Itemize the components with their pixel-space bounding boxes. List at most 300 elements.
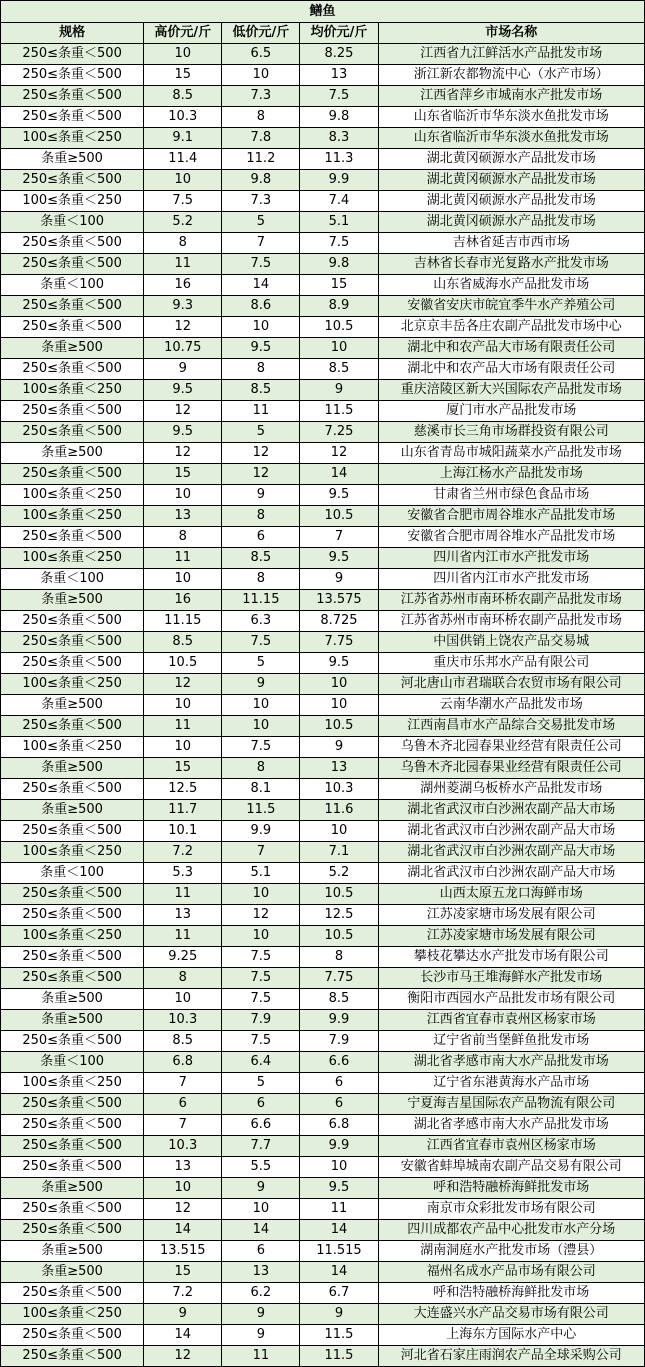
- cell-market-name: 攀枝花攀达水产批发市场有限公司: [378, 947, 644, 968]
- cell-market-name: 中国供销上饶农产品交易城: [378, 632, 644, 653]
- table-row: [1, 989, 645, 1010]
- cell-market-name: 安徽省合肥市周谷堆水产品批发市场: [378, 527, 644, 548]
- cell-low-price: 5.1: [222, 863, 300, 884]
- cell-avg-price: 15: [300, 275, 378, 296]
- header-market-name: 市场名称: [378, 23, 644, 44]
- cell-low-price: 12: [222, 464, 300, 485]
- cell-avg-price: 7.25: [300, 422, 378, 443]
- cell-avg-price: 10: [300, 821, 378, 842]
- cell-high-price: 12: [144, 1199, 222, 1220]
- cell-high-price: 7: [144, 1073, 222, 1094]
- cell-low-price: 7.5: [222, 1031, 300, 1052]
- cell-low-price: 10: [222, 884, 300, 905]
- cell-market-name: 四川成都农产品中心批发市水产分场: [378, 1220, 644, 1241]
- cell-low-price: 7.8: [222, 128, 300, 149]
- cell-low-price: 11.2: [222, 149, 300, 170]
- table-row: [1, 44, 645, 65]
- cell-low-price: 7.5: [222, 737, 300, 758]
- cell-high-price: 16: [144, 590, 222, 611]
- cell-market-name: 山西太原五龙口海鲜市场: [378, 884, 644, 905]
- cell-low-price: 9: [222, 1325, 300, 1346]
- cell-low-price: 12: [222, 443, 300, 464]
- cell-low-price: 12: [222, 905, 300, 926]
- cell-high-price: 10.3: [144, 1136, 222, 1157]
- cell-market-name: 上海东方国际水产中心: [378, 1325, 644, 1346]
- cell-avg-price: 11.6: [300, 800, 378, 821]
- cell-spec: 100≤条重＜250: [1, 506, 144, 527]
- cell-avg-price: 14: [300, 464, 378, 485]
- cell-spec: 100≤条重＜250: [1, 548, 144, 569]
- cell-low-price: 7.9: [222, 1010, 300, 1031]
- table-row: [1, 1304, 645, 1325]
- cell-avg-price: 10.3: [300, 779, 378, 800]
- cell-market-name: 山东省临沂市华东淡水鱼批发市场: [378, 107, 644, 128]
- cell-high-price: 13: [144, 506, 222, 527]
- cell-market-name: 江苏凌家塘市场发展有限公司: [378, 905, 644, 926]
- table-body: [1, 44, 645, 1367]
- cell-high-price: 12.5: [144, 779, 222, 800]
- cell-market-name: 江苏省苏州市南环桥农副产品批发市场: [378, 611, 644, 632]
- cell-high-price: 8.5: [144, 86, 222, 107]
- table-row: [1, 1052, 645, 1073]
- cell-low-price: 11.15: [222, 590, 300, 611]
- cell-high-price: 7.2: [144, 842, 222, 863]
- cell-low-price: 6: [222, 1241, 300, 1262]
- header-spec: 规格: [1, 23, 144, 44]
- cell-avg-price: 7.75: [300, 968, 378, 989]
- cell-low-price: 7.5: [222, 968, 300, 989]
- cell-low-price: 9.8: [222, 170, 300, 191]
- cell-high-price: 11.7: [144, 800, 222, 821]
- table-row: [1, 401, 645, 422]
- cell-spec: 条重≥500: [1, 443, 144, 464]
- header-row: [1, 23, 645, 44]
- cell-high-price: 8: [144, 527, 222, 548]
- cell-spec: 250≤条重＜500: [1, 527, 144, 548]
- cell-market-name: 湖北黄冈硕源水产品批发市场: [378, 191, 644, 212]
- cell-spec: 250≤条重＜500: [1, 947, 144, 968]
- cell-low-price: 10: [222, 716, 300, 737]
- cell-low-price: 14: [222, 1220, 300, 1241]
- cell-avg-price: 11: [300, 1199, 378, 1220]
- table-row: [1, 128, 645, 149]
- cell-avg-price: 14: [300, 1220, 378, 1241]
- cell-high-price: 11.15: [144, 611, 222, 632]
- cell-spec: 250≤条重＜500: [1, 968, 144, 989]
- cell-high-price: 13: [144, 1157, 222, 1178]
- cell-avg-price: 6.8: [300, 1115, 378, 1136]
- cell-low-price: 6.3: [222, 611, 300, 632]
- cell-low-price: 10: [222, 65, 300, 86]
- cell-spec: 100≤条重＜250: [1, 485, 144, 506]
- cell-avg-price: 10: [300, 674, 378, 695]
- table-row: [1, 1094, 645, 1115]
- cell-spec: 250≤条重＜500: [1, 611, 144, 632]
- cell-market-name: 湖北中和农产品大市场有限责任公司: [378, 338, 644, 359]
- cell-avg-price: 10.5: [300, 716, 378, 737]
- cell-low-price: 5: [222, 422, 300, 443]
- cell-spec: 100≤条重＜250: [1, 926, 144, 947]
- cell-low-price: 5.5: [222, 1157, 300, 1178]
- cell-spec: 250≤条重＜500: [1, 779, 144, 800]
- cell-low-price: 11: [222, 401, 300, 422]
- cell-low-price: 7: [222, 233, 300, 254]
- cell-low-price: 8.5: [222, 380, 300, 401]
- cell-avg-price: 5.2: [300, 863, 378, 884]
- cell-avg-price: 7.9: [300, 1031, 378, 1052]
- cell-spec: 条重≥500: [1, 590, 144, 611]
- cell-high-price: 10: [144, 569, 222, 590]
- cell-market-name: 山东省青岛市城阳蔬菜水产品批发市场: [378, 443, 644, 464]
- cell-spec: 250≤条重＜500: [1, 1136, 144, 1157]
- cell-spec: 100≤条重＜250: [1, 842, 144, 863]
- cell-spec: 250≤条重＜500: [1, 1346, 144, 1367]
- cell-high-price: 12: [144, 443, 222, 464]
- table-row: [1, 359, 645, 380]
- cell-high-price: 9.3: [144, 296, 222, 317]
- cell-spec: 100≤条重＜250: [1, 191, 144, 212]
- table-row: [1, 212, 645, 233]
- cell-market-name: 四川省内江市水产批发市场: [378, 548, 644, 569]
- cell-avg-price: 9.5: [300, 485, 378, 506]
- cell-high-price: 10: [144, 737, 222, 758]
- cell-spec: 250≤条重＜500: [1, 401, 144, 422]
- table-row: [1, 1136, 645, 1157]
- cell-market-name: 江西省宜春市袁州区杨家市场: [378, 1136, 644, 1157]
- cell-low-price: 9.9: [222, 821, 300, 842]
- cell-market-name: 南京市众彩批发市场有限公司: [378, 1199, 644, 1220]
- cell-spec: 条重＜100: [1, 212, 144, 233]
- cell-high-price: 10.5: [144, 653, 222, 674]
- table-row: [1, 107, 645, 128]
- cell-high-price: 16: [144, 275, 222, 296]
- cell-avg-price: 8.725: [300, 611, 378, 632]
- cell-market-name: 湖北省武汉市白沙洲农副产品大市场: [378, 821, 644, 842]
- cell-high-price: 10: [144, 1178, 222, 1199]
- cell-high-price: 9: [144, 359, 222, 380]
- table-row: [1, 653, 645, 674]
- table-row: [1, 1346, 645, 1367]
- table-row: [1, 695, 645, 716]
- cell-high-price: 11: [144, 716, 222, 737]
- cell-high-price: 11: [144, 926, 222, 947]
- cell-low-price: 6.5: [222, 44, 300, 65]
- cell-high-price: 10.3: [144, 107, 222, 128]
- cell-market-name: 乌鲁木齐北园春果业经营有限责任公司: [378, 758, 644, 779]
- table-row: [1, 1241, 645, 1262]
- cell-market-name: 吉林省延吉市西市场: [378, 233, 644, 254]
- cell-avg-price: 9.8: [300, 254, 378, 275]
- cell-market-name: 重庆涪陵区新大兴国际农产品批发市场: [378, 380, 644, 401]
- cell-market-name: 河北唐山市君瑞联合农贸市场有限公司: [378, 674, 644, 695]
- table-row: [1, 821, 645, 842]
- cell-spec: 条重＜100: [1, 275, 144, 296]
- table-row: [1, 1178, 645, 1199]
- cell-market-name: 乌鲁木齐北园春果业经营有限责任公司: [378, 737, 644, 758]
- cell-avg-price: 11.515: [300, 1241, 378, 1262]
- cell-market-name: 湖北黄冈硕源水产品批发市场: [378, 170, 644, 191]
- cell-high-price: 11: [144, 254, 222, 275]
- table-row: [1, 569, 645, 590]
- cell-market-name: 辽宁省东港黄海水产品市场: [378, 1073, 644, 1094]
- cell-high-price: 12: [144, 401, 222, 422]
- table-row: [1, 506, 645, 527]
- cell-low-price: 9.5: [222, 338, 300, 359]
- cell-spec: 250≤条重＜500: [1, 107, 144, 128]
- cell-market-name: 安徽省蚌埠城南农副产品交易有限公司: [378, 1157, 644, 1178]
- cell-high-price: 7.5: [144, 191, 222, 212]
- cell-high-price: 10.1: [144, 821, 222, 842]
- cell-avg-price: 8.25: [300, 44, 378, 65]
- cell-low-price: 5: [222, 653, 300, 674]
- cell-avg-price: 10.5: [300, 884, 378, 905]
- table-title: 鳝鱼: [1, 1, 645, 23]
- cell-spec: 条重≥500: [1, 1010, 144, 1031]
- cell-avg-price: 10.5: [300, 317, 378, 338]
- cell-low-price: 13: [222, 1262, 300, 1283]
- cell-avg-price: 6.7: [300, 1283, 378, 1304]
- cell-market-name: 衡阳市西园水产品批发市场有限公司: [378, 989, 644, 1010]
- cell-high-price: 5.3: [144, 863, 222, 884]
- table-row: [1, 947, 645, 968]
- cell-high-price: 7.2: [144, 1283, 222, 1304]
- cell-spec: 条重≥500: [1, 695, 144, 716]
- table-row: [1, 590, 645, 611]
- cell-market-name: 重庆市乐邦水产品有限公司: [378, 653, 644, 674]
- table-row: [1, 674, 645, 695]
- cell-low-price: 8: [222, 107, 300, 128]
- table-row: [1, 716, 645, 737]
- table-row: [1, 233, 645, 254]
- cell-low-price: 6.4: [222, 1052, 300, 1073]
- cell-high-price: 10: [144, 44, 222, 65]
- cell-high-price: 9.25: [144, 947, 222, 968]
- table-row: [1, 149, 645, 170]
- cell-avg-price: 9: [300, 380, 378, 401]
- cell-market-name: 湖北省武汉市白沙洲农副产品大市场: [378, 800, 644, 821]
- cell-avg-price: 9.9: [300, 1010, 378, 1031]
- table-row: [1, 905, 645, 926]
- table-row: [1, 65, 645, 86]
- table-row: [1, 527, 645, 548]
- cell-low-price: 11.5: [222, 800, 300, 821]
- cell-spec: 250≤条重＜500: [1, 254, 144, 275]
- cell-spec: 100≤条重＜250: [1, 380, 144, 401]
- cell-high-price: 8: [144, 968, 222, 989]
- cell-avg-price: 7.4: [300, 191, 378, 212]
- cell-high-price: 10: [144, 695, 222, 716]
- cell-market-name: 河北省石家庄雨润农产品全球采购公司: [378, 1346, 644, 1367]
- cell-low-price: 10: [222, 317, 300, 338]
- cell-market-name: 湖北黄冈硕源水产品批发市场: [378, 212, 644, 233]
- cell-high-price: 9.5: [144, 422, 222, 443]
- cell-low-price: 7.3: [222, 191, 300, 212]
- cell-avg-price: 12.5: [300, 905, 378, 926]
- cell-low-price: 8: [222, 359, 300, 380]
- cell-spec: 250≤条重＜500: [1, 1031, 144, 1052]
- cell-avg-price: 10: [300, 1157, 378, 1178]
- cell-market-name: 慈溪市长三角市场群投资有限公司: [378, 422, 644, 443]
- cell-high-price: 12: [144, 674, 222, 695]
- cell-low-price: 5: [222, 212, 300, 233]
- cell-market-name: 湖北省武汉市白沙洲农副产品大市场: [378, 863, 644, 884]
- cell-market-name: 湖北黄冈硕源水产品批发市场: [378, 149, 644, 170]
- table-row: [1, 611, 645, 632]
- cell-spec: 条重≥500: [1, 1178, 144, 1199]
- cell-spec: 250≤条重＜500: [1, 359, 144, 380]
- cell-avg-price: 9.5: [300, 548, 378, 569]
- cell-spec: 条重＜100: [1, 1052, 144, 1073]
- table-row: [1, 1157, 645, 1178]
- cell-low-price: 8: [222, 569, 300, 590]
- cell-high-price: 11: [144, 884, 222, 905]
- cell-avg-price: 9.9: [300, 170, 378, 191]
- cell-spec: 100≤条重＜250: [1, 674, 144, 695]
- cell-spec: 250≤条重＜500: [1, 884, 144, 905]
- cell-low-price: 8: [222, 506, 300, 527]
- cell-avg-price: 12: [300, 443, 378, 464]
- header-low-price: 低价元/斤: [222, 23, 300, 44]
- table-row: [1, 842, 645, 863]
- cell-spec: 250≤条重＜500: [1, 65, 144, 86]
- cell-market-name: 呼和浩特融桥海鲜批发市场: [378, 1178, 644, 1199]
- table-row: [1, 338, 645, 359]
- cell-market-name: 甘肃省兰州市绿色食品市场: [378, 485, 644, 506]
- cell-market-name: 江西南昌市水产品综合交易批发市场: [378, 716, 644, 737]
- table-row: [1, 191, 645, 212]
- cell-low-price: 8.1: [222, 779, 300, 800]
- cell-high-price: 10.75: [144, 338, 222, 359]
- cell-high-price: 8.5: [144, 1031, 222, 1052]
- cell-avg-price: 11.5: [300, 1325, 378, 1346]
- cell-avg-price: 7.75: [300, 632, 378, 653]
- cell-high-price: 9: [144, 1304, 222, 1325]
- cell-spec: 250≤条重＜500: [1, 1199, 144, 1220]
- table-row: [1, 317, 645, 338]
- cell-low-price: 9: [222, 674, 300, 695]
- cell-avg-price: 7.5: [300, 86, 378, 107]
- cell-low-price: 7.5: [222, 632, 300, 653]
- cell-avg-price: 9.5: [300, 653, 378, 674]
- table-row: [1, 1199, 645, 1220]
- cell-low-price: 9: [222, 1304, 300, 1325]
- table-row: [1, 86, 645, 107]
- cell-market-name: 湖北省孝感市南大水产品批发市场: [378, 1115, 644, 1136]
- cell-high-price: 8.5: [144, 632, 222, 653]
- table-row: [1, 863, 645, 884]
- cell-spec: 250≤条重＜500: [1, 653, 144, 674]
- table-row: [1, 443, 645, 464]
- cell-low-price: 5: [222, 1073, 300, 1094]
- cell-market-name: 湖北省孝感市南大水产品批发市场: [378, 1052, 644, 1073]
- cell-spec: 250≤条重＜500: [1, 1094, 144, 1115]
- cell-market-name: 江西省九江鲜活水产品批发市场: [378, 44, 644, 65]
- cell-market-name: 山东省临沂市华东淡水鱼批发市场: [378, 128, 644, 149]
- cell-market-name: 上海江杨水产品批发市场: [378, 464, 644, 485]
- table-row: [1, 1220, 645, 1241]
- cell-spec: 250≤条重＜500: [1, 905, 144, 926]
- cell-high-price: 15: [144, 1262, 222, 1283]
- table-row: [1, 485, 645, 506]
- cell-spec: 100≤条重＜250: [1, 1073, 144, 1094]
- table-row: [1, 1283, 645, 1304]
- cell-market-name: 安徽省合肥市周谷堆水产品批发市场: [378, 506, 644, 527]
- cell-avg-price: 11.3: [300, 149, 378, 170]
- cell-avg-price: 6.6: [300, 1052, 378, 1073]
- cell-market-name: 江西省宜春市袁州区杨家市场: [378, 1010, 644, 1031]
- title-row: [1, 1, 645, 23]
- table-row: [1, 1073, 645, 1094]
- cell-high-price: 15: [144, 758, 222, 779]
- cell-spec: 条重＜100: [1, 569, 144, 590]
- cell-spec: 250≤条重＜500: [1, 716, 144, 737]
- table-row: [1, 254, 645, 275]
- cell-avg-price: 11.5: [300, 1346, 378, 1367]
- cell-avg-price: 6: [300, 1094, 378, 1115]
- cell-avg-price: 9.9: [300, 1136, 378, 1157]
- cell-high-price: 7: [144, 1115, 222, 1136]
- cell-market-name: 吉林省长春市光复路水产批发市场: [378, 254, 644, 275]
- cell-high-price: 14: [144, 1325, 222, 1346]
- cell-high-price: 15: [144, 65, 222, 86]
- cell-spec: 250≤条重＜500: [1, 317, 144, 338]
- table-row: [1, 380, 645, 401]
- cell-low-price: 9: [222, 485, 300, 506]
- cell-avg-price: 7.1: [300, 842, 378, 863]
- cell-market-name: 江苏凌家塘市场发展有限公司: [378, 926, 644, 947]
- cell-spec: 条重≥500: [1, 989, 144, 1010]
- table-row: [1, 779, 645, 800]
- table-row: [1, 632, 645, 653]
- cell-low-price: 11: [222, 1346, 300, 1367]
- table-row: [1, 1031, 645, 1052]
- cell-high-price: 10: [144, 170, 222, 191]
- cell-spec: 100≤条重＜250: [1, 128, 144, 149]
- cell-spec: 条重≥500: [1, 1262, 144, 1283]
- cell-spec: 250≤条重＜500: [1, 1220, 144, 1241]
- cell-market-name: 湖北中和农产品大市场有限责任公司: [378, 359, 644, 380]
- cell-spec: 250≤条重＜500: [1, 296, 144, 317]
- cell-spec: 250≤条重＜500: [1, 1157, 144, 1178]
- cell-avg-price: 9: [300, 737, 378, 758]
- cell-high-price: 8: [144, 233, 222, 254]
- table-row: [1, 296, 645, 317]
- cell-high-price: 12: [144, 317, 222, 338]
- table-row: [1, 1115, 645, 1136]
- cell-avg-price: 13: [300, 65, 378, 86]
- cell-market-name: 呼和浩特融桥海鲜批发市场: [378, 1283, 644, 1304]
- cell-low-price: 7: [222, 842, 300, 863]
- cell-spec: 250≤条重＜500: [1, 1283, 144, 1304]
- cell-market-name: 厦门市水产品批发市场: [378, 401, 644, 422]
- cell-market-name: 宁夏海吉星国际农产品物流有限公司: [378, 1094, 644, 1115]
- cell-spec: 250≤条重＜500: [1, 632, 144, 653]
- cell-high-price: 6: [144, 1094, 222, 1115]
- cell-market-name: 江苏省苏州市南环桥农副产品批发市场: [378, 590, 644, 611]
- cell-low-price: 10: [222, 1199, 300, 1220]
- cell-spec: 250≤条重＜500: [1, 44, 144, 65]
- cell-avg-price: 10: [300, 338, 378, 359]
- cell-spec: 条重＜100: [1, 863, 144, 884]
- table-row: [1, 275, 645, 296]
- cell-avg-price: 6: [300, 1073, 378, 1094]
- table-row: [1, 170, 645, 191]
- cell-high-price: 6.8: [144, 1052, 222, 1073]
- cell-low-price: 10: [222, 926, 300, 947]
- cell-avg-price: 8.9: [300, 296, 378, 317]
- cell-high-price: 11: [144, 548, 222, 569]
- cell-market-name: 北京京丰岳各庄农副产品批发市场中心: [378, 317, 644, 338]
